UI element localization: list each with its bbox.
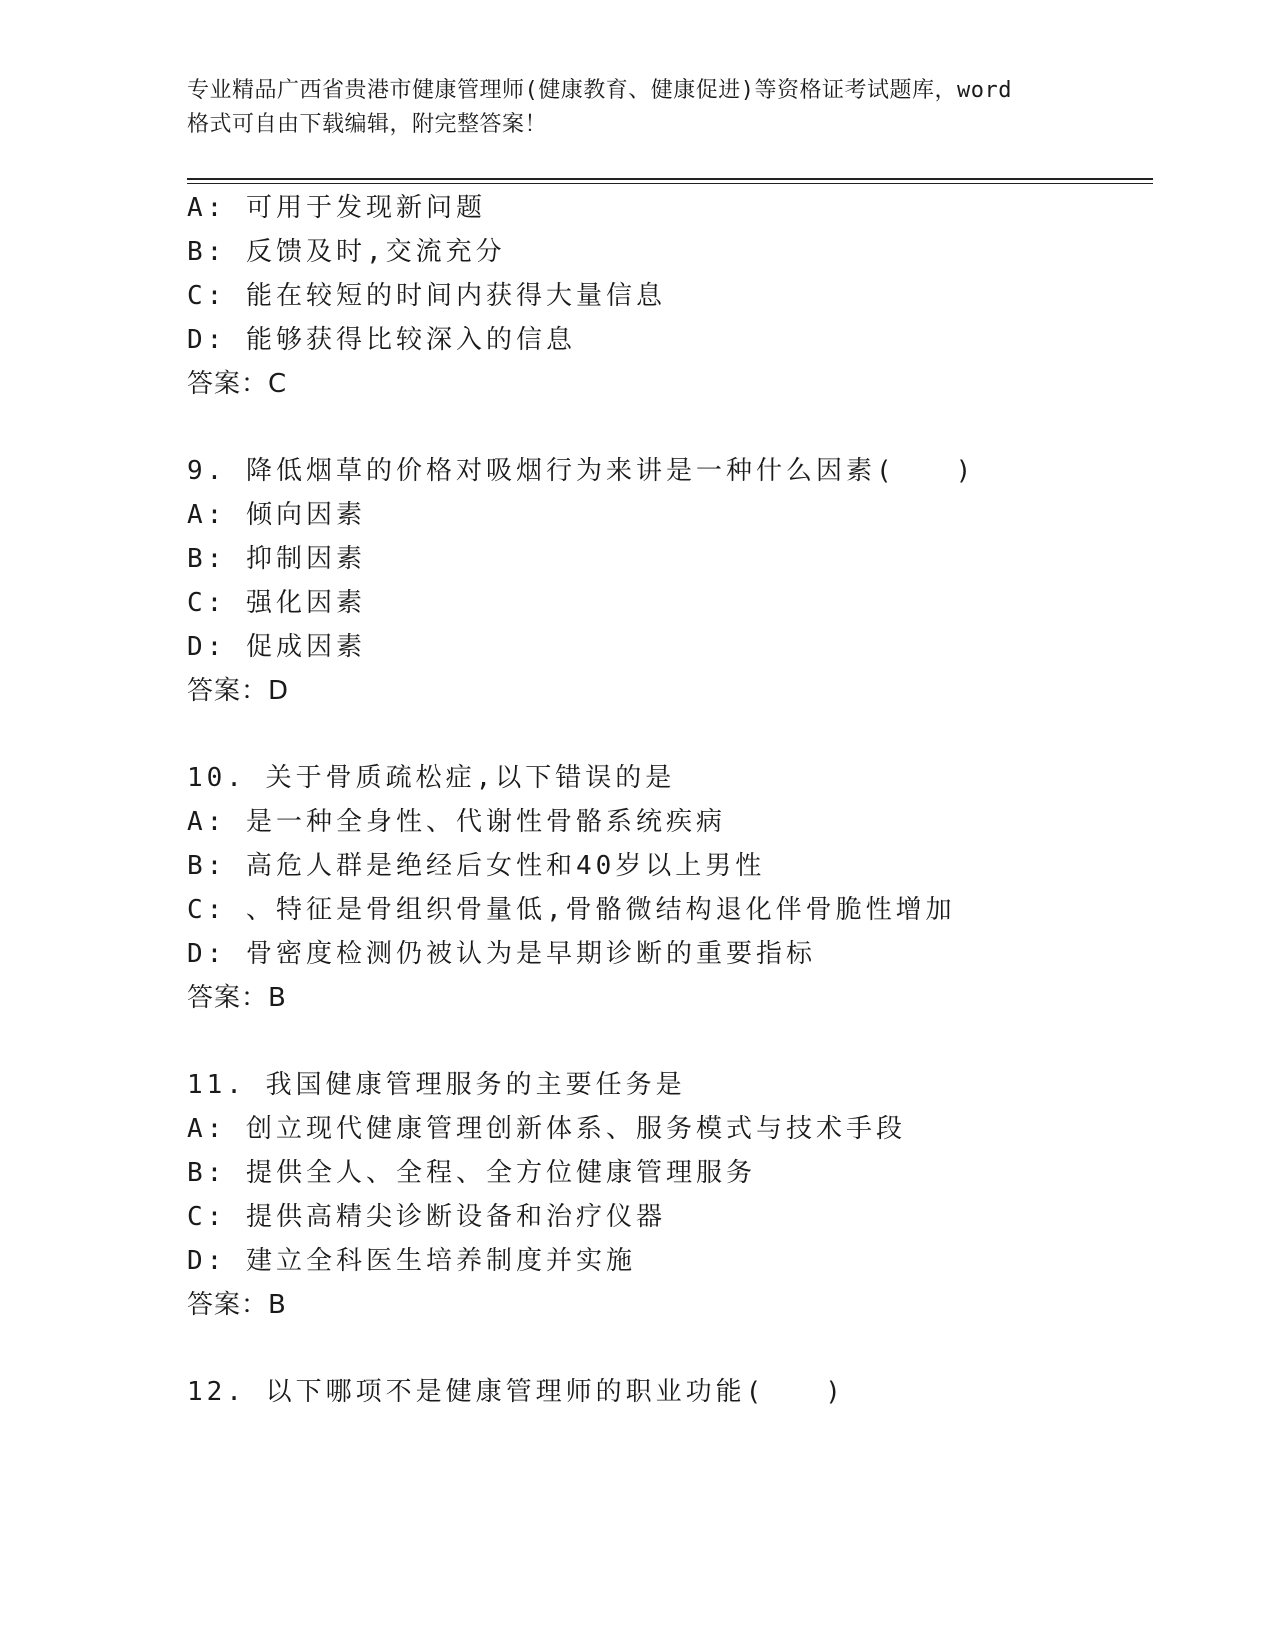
header-line-2: 格式可自由下载编辑，附完整答案！: [187, 112, 548, 137]
q9-question: 9. 降低烟草的价格对吸烟行为来讲是一种什么因素( ): [187, 456, 976, 486]
q11-answer: 答案：B: [187, 1290, 287, 1320]
q10-option-b: B: 高危人群是绝经后女性和40岁以上男性: [187, 851, 766, 881]
q8-option-c: C: 能在较短的时间内获得大量信息: [187, 281, 666, 311]
q9-answer: 答案：D: [187, 676, 290, 706]
document-header: [187, 74, 1087, 142]
header-rule-thin: [187, 183, 1153, 184]
header-line-1: 专业精品广西省贵港市健康管理师(健康教育、健康促进)等资格证考试题库，word: [187, 78, 1012, 103]
q11-option-d: D: 建立全科医生培养制度并实施: [187, 1246, 636, 1276]
q11-option-b: B: 提供全人、全程、全方位健康管理服务: [187, 1158, 756, 1188]
q11-option-a: A: 创立现代健康管理创新体系、服务模式与技术手段: [187, 1114, 906, 1144]
q10-option-c: C: 、特征是骨组织骨量低,骨骼微结构退化伴骨脆性增加: [187, 895, 956, 925]
q11-question: 11. 我国健康管理服务的主要任务是: [187, 1070, 686, 1100]
q10-option-d: D: 骨密度检测仍被认为是早期诊断的重要指标: [187, 939, 816, 969]
q9-option-d: D: 促成因素: [187, 632, 366, 662]
q11-option-c: C: 提供高精尖诊断设备和治疗仪器: [187, 1202, 666, 1232]
q9-option-a: A: 倾向因素: [187, 500, 366, 530]
q9-option-b: B: 抑制因素: [187, 544, 366, 574]
q10-answer: 答案：B: [187, 983, 287, 1013]
q8-answer: 答案：C: [187, 369, 288, 399]
q12-question: 12. 以下哪项不是健康管理师的职业功能( ): [187, 1377, 845, 1407]
header-rule-thick: [187, 178, 1153, 180]
q10-question: 10. 关于骨质疏松症,以下错误的是: [187, 763, 676, 793]
q8-option-d: D: 能够获得比较深入的信息: [187, 325, 576, 355]
q8-option-b: B: 反馈及时,交流充分: [187, 237, 506, 267]
q9-option-c: C: 强化因素: [187, 588, 366, 618]
q8-option-a: A: 可用于发现新问题: [187, 193, 486, 223]
q10-option-a: A: 是一种全身性、代谢性骨骼系统疾病: [187, 807, 726, 837]
